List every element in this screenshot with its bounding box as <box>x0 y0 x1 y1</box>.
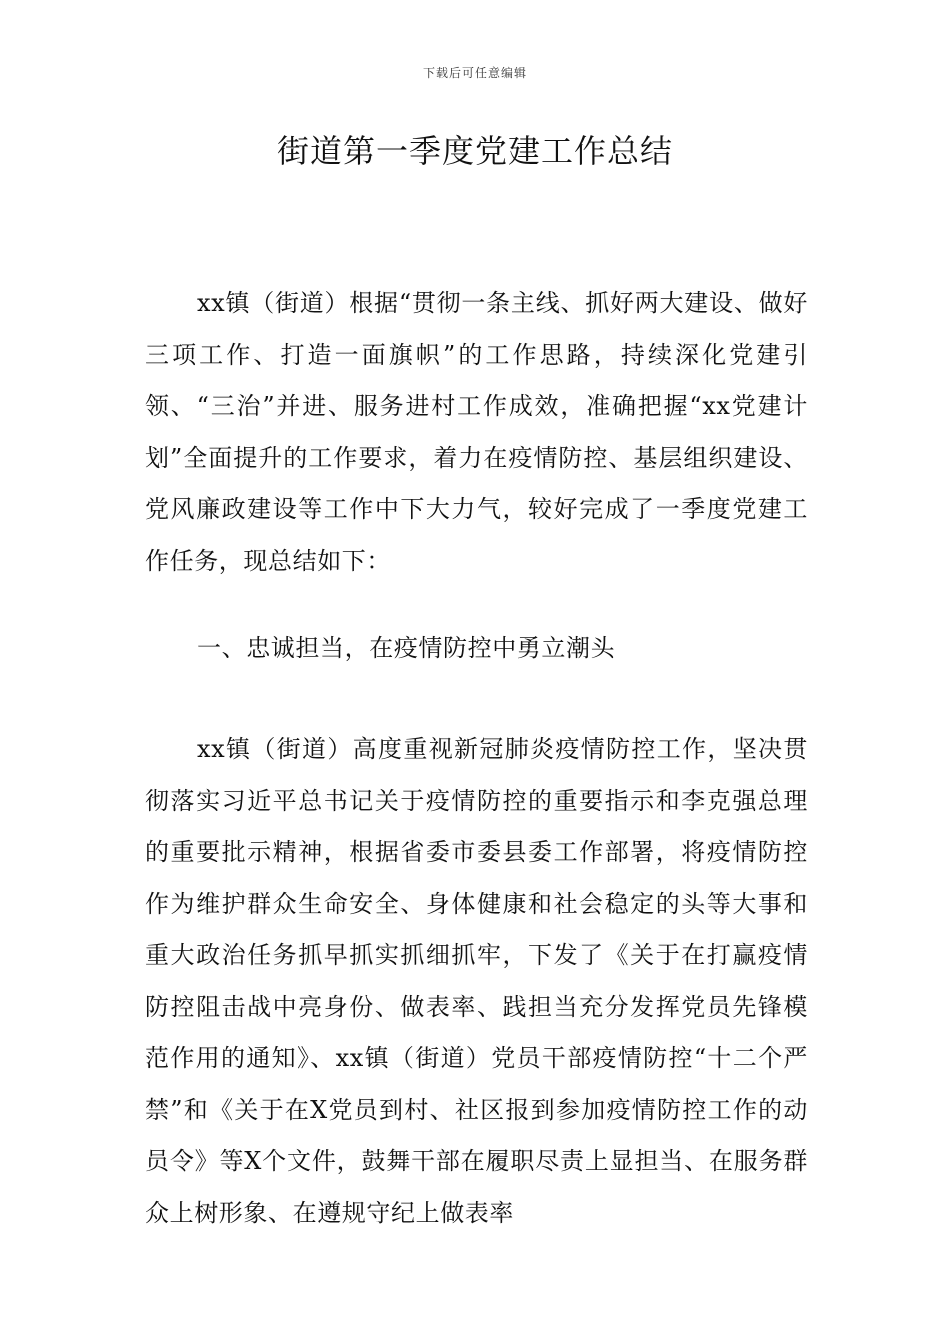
intro-paragraph: xx镇（街道）根据“贯彻一条主线、抓好两大建设、做好三项工作、打造一面旗帜”的工作思路，持续深化党建引领、“三治”并进、服务进村工作成效，准确把握“xx党建计划”全面提升的工作要求，着力在疫情防控、基层组织建设、党风廉政建设等工作中下大力气，较好完成了一季度党建工作任务，现总结如下： <box>145 289 808 575</box>
page-header-note: 下载后可任意编辑 <box>422 66 527 80</box>
section-body-paragraph: xx镇（街道）高度重视新冠肺炎疫情防控工作，坚决贯彻落实习近平总书记关于疫情防控的重要指示和李克强总理的重要批示精神，根据省委市委县委工作部署，将疫情防控作为维护群众生命安全、身体健康和社会稳定的头等大事和重大政治任务抓早抓实抓细抓牢，下发了《关于在打赢疫情防控阻击战中亮身份、做表率、践担当充分发挥党员先锋模范作用的通知》、xx镇（街道）党员干部疫情防控“十二个严禁”和《关于在X党员到村、社区报到参加疫情防控工作的动员令》等X个文件，鼓舞干部在履职尽责上显担当、在服务群众上树形象、在遵规守纪上做表率 <box>145 735 808 1227</box>
document-title: 街道第一季度党建工作总结 <box>276 132 673 170</box>
section-heading: 一、忠诚担当，在疫情防控中勇立潮头 <box>197 634 616 662</box>
